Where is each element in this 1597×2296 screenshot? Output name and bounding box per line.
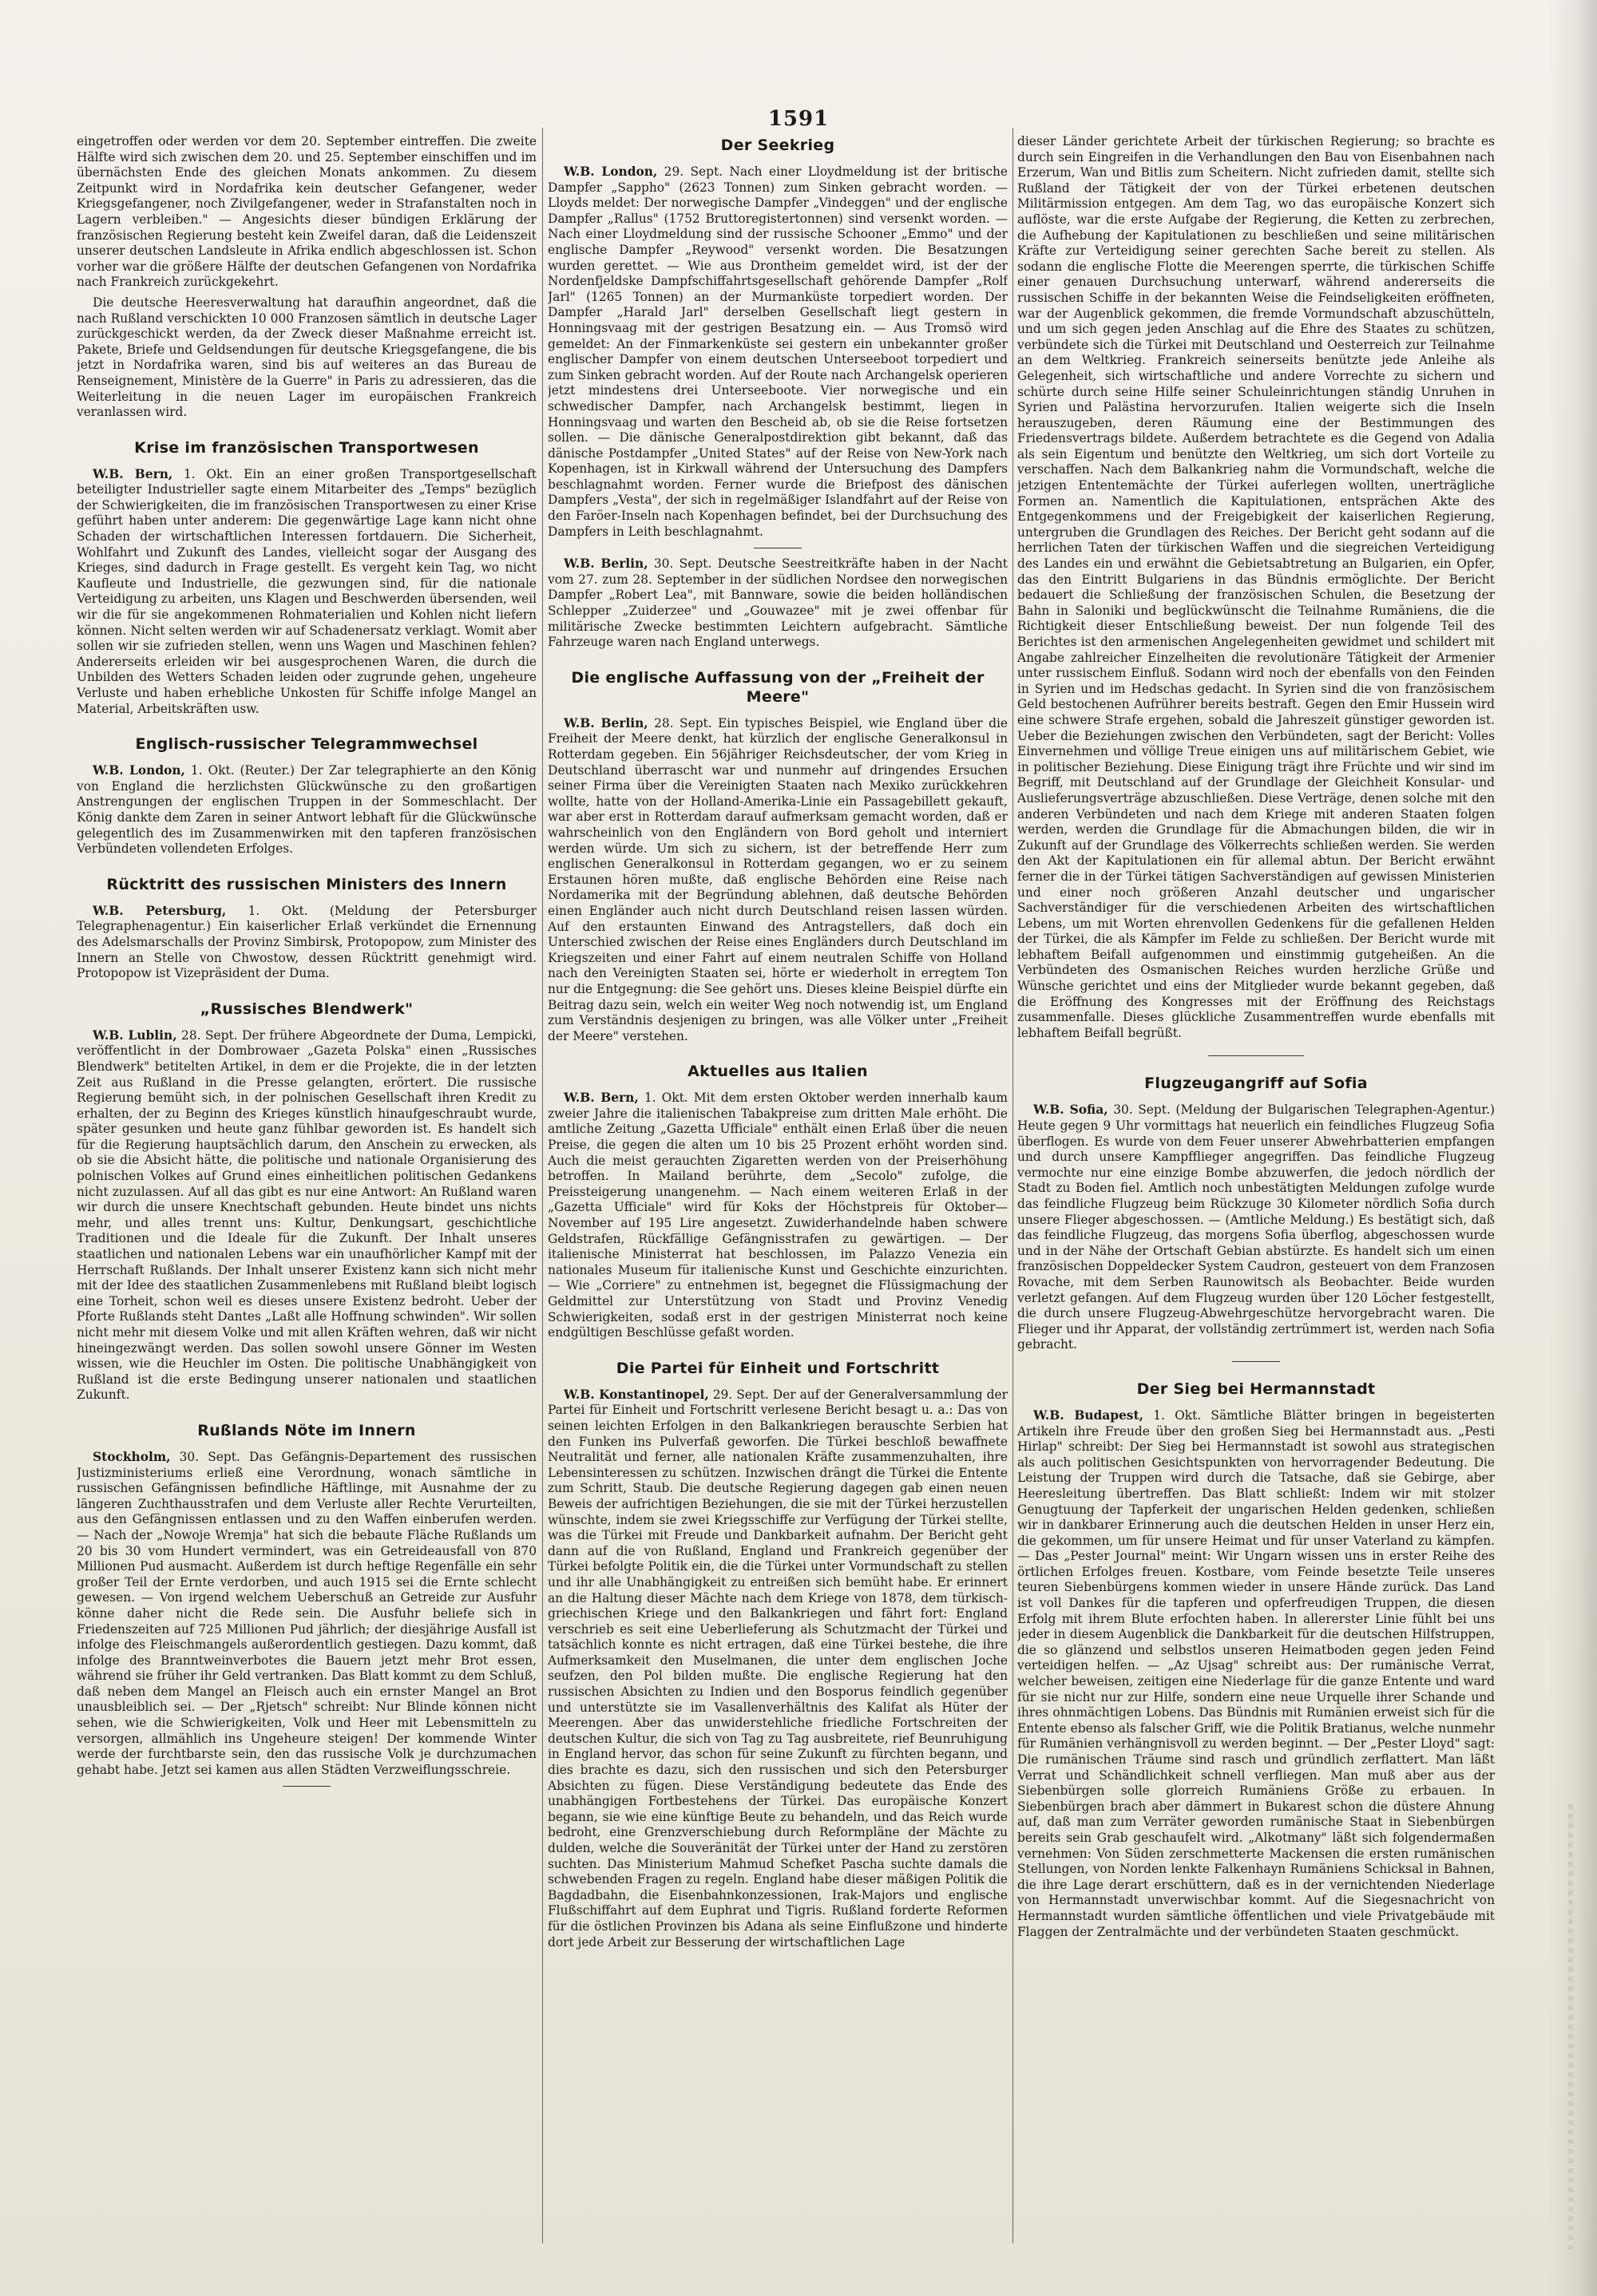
- article-seekrieg-text-1: 29. Sept. Nach einer Lloydmeldung ist der britische Dampfer „Sappho" (2623 Tonnen) zum Sinken gebracht worden. — Lloyds meldet: Der norwegische Dampfer „Vindeggen" und der englische Dampfer „Rallus" (1752 Bruttoregistertonnen) sind versenkt worden. — Nach einer Lloydmeldung sind der russische Schooner „Emmo" und der englische Dampfer „Reywood" versenkt worden. Die Besatzungen wurden gerettet. — Wie aus Drontheim gemeldet wird, ist der der Nordenfjeldske Dampfschiffahrtsgesellschaft gehörende Dampfer „Rolf Jarl" (1265 Tonnen) an der Murmanküste torpediert worden. Der Dampfer „Harald Jarl" derselben Gesellschaft liegt gestern in Honningsvaag mit der gestrigen Besatzung ein. — Aus Tromsö wird gemeldet: An der Finmarkenküste sei gestern ein unbekannter großer englischer Dampfer von einem deutschen Unterseeboot torpediert und zum Sinken gebracht worden. Auf der Route nach Archangelsk operieren jetzt mindestens drei Unterseeboote. Vier norwegische und ein schwedischer Dampfer, nach Archangelsk bestimmt, liegen in Honningsvaag und warten den Bescheid ab, ob sie die Reise fortsetzen sollen. — Die dänische Generalpostdirektion gibt bekannt, daß das dänische Postdampfer „United States" auf der Reise von New-York nach Kopenhagen, ist in Kirkwall während der Untersuchung des Dampfers beschlagnahmt worden. Ferner wurde die Briefpost des dänischen Dampfers „Vesta", der sich in regelmäßiger Islandfahrt auf der Reise von den Faröer-Inseln nach Kopenhagen befindet, bei der Durchsuchung des Dampfers in Leith beschlagnahmt.: [548, 164, 1008, 539]
- article-flugzeugangriff-text: 30. Sept. (Meldung der Bulgarischen Telegraphen-Agentur.) Heute gegen 9 Uhr vormittags hat neuerlich ein feindliches Flugzeug Sofia überflogen. Es wurde von dem Feuer unserer Abwehrbatterien empfangen und durch unsere Kampfflieger angegriffen. Das feindliche Flugzeug vermochte nur eine einzige Bombe abzuwerfen, die jedoch nördlich der Stadt zu Boden fiel. Amtlich noch unbestätigten Meldungen zufolge wurde das feindliche Flugzeug beim Rückzuge 30 Kilometer nördlich Sofia durch unsere Flieger abgeschossen. — (Amtliche Meldung.) Es bestätigt sich, daß das feindliche Flugzeug, das morgens Sofia überflog, abgeschossen wurde und in der Nähe der Ortschaft Gebian abstürzte. Es handelt sich um einen französischen Doppeldecker System Caudron, gesteuert von dem Franzosen Rovache, mit dem Serben Raunowitsch als Beobachter. Beide wurden verletzt gefangen. Auf dem Flugzeug wurden über 120 Löcher festgestellt, die durch unsere Flugzeug-Abwehrgeschütze hervorgebracht waren. Die Flieger und ihr Apparat, der vollständig zertrümmert ist, werden nach Sofia gebracht.: [1017, 1102, 1495, 1352]
- headline-seekrieg: Der Seekrieg: [720, 137, 835, 154]
- dateline-flugzeugangriff: W.B. Sofia,: [1033, 1102, 1108, 1118]
- article-hermannstadt-text: 1. Okt. Sämtliche Blätter bringen in begeisterten Artikeln ihre Freude über den großen Sieg bei Hermannstadt aus. „Pesti Hirlap" schreibt: Der Sieg bei Hermannstadt ist sowohl aus strategischen als auch politischen Gesichtspunkten von hervorragender Bedeutung. Die Leistung der Truppen wird durch die Tatsache, daß sie Gebirge, aber Heeresleitung übertreffen. Das Blatt schließt: Indem wir mit stolzer Genugtuung der Tapferkeit der ungarischen Helden gedenken, schließen wir in dankbarer Erinnerung auch die deutschen Helden in unser Herz ein, die gekommen, um für unsere Heimat und für unser Vaterland zu kämpfen. — Das „Pester Journal" meint: Wir Ungarn wissen uns in erster Reihe des örtlichen Erfolges freuen. Kostbare, vom Feinde besetzte Teile unseres teuren Siebenbürgens kommen wieder in unsere Hände zurück. Das Land ist voll Dankes für die tapferen und opferfreudigen Truppen, die diesen Erfolg mit ihrem Blute erfochten haben. In allererster Linie fühlt bei uns jeder in diesem Augenblick die Dankbarkeit für die deutschen Hilfstruppen, die so glänzend und selbstlos unseren Heimatboden gegen jeden Feind verteidigen helfen. — „Az Ujsag" schreibt aus: Der rumänische Verrat, welcher beweisen, zeitigen eine Niederlage für die ganze Entente und ward für sie nicht nur zur Hilfe, sondern eine neue Urquelle ihrer Schande und ihres ohnmächtigen Lobens. Das Bündnis mit Rumänien erweist sich für die Entente ebenso als falscher Griff, wie die Politik Bratianus, welche nunmehr für Rumänien verhängnisvoll zu werden beginnt. — Der „Pester Lloyd" sagt: Die rumänischen Träume sind rasch und gründlich zerflattert. Man läßt Verrat und Schändlichkeit schnell verfliegen. Man muß aber aus der Siebenbürgen solle glorreich Rumäniens Größe zu erbauen. In Siebenbürgen brach aber dämmert in Bukarest schon die düstere Ahnung auf, daß man zum Verräter geworden rumänische Staat in Siebenbürgen bereits sein Grab geschaufelt wird. „Alkotmany" läßt sich folgendermaßen vernehmen: Von Süden zerschmetterte Mackensen die ersten rumänischen Stellungen, von Norden lenkte Falkenhayn Rumäniens Schicksal in Bahnen, die ihre Lage derart erschüttern, daß es in der vernichtenden Niederlage von Hermannstadt unverwischbar kommt. Auf die Siegesnachricht von Hermannstadt wurden sämtliche öffentlichen und viele Privatgebäude mit Flaggen der Zentralmächte und der verbündeten Staaten geschmückt.: [1017, 1407, 1495, 1939]
- dateline-ruecktritt: W.B. Petersburg,: [93, 903, 227, 918]
- dateline-noete: Stockholm,: [93, 1449, 171, 1464]
- headline-partei: Die Partei für Einheit und Fortschritt: [616, 1359, 940, 1377]
- headline-hermannstadt: Der Sieg bei Hermannstadt: [1136, 1380, 1376, 1398]
- headline-blendwerk: „Russisches Blendwerk": [200, 1000, 414, 1018]
- separator: [283, 1786, 331, 1787]
- headline-ruecktritt: Rücktritt des russischen Ministers des Innern: [106, 875, 507, 893]
- page-binding-shadow: [1549, 0, 1597, 2296]
- article-krise-text: 1. Okt. Ein an einer großen Transportgesellschaft beteiligter Industrieller sagte einem Mitarbeiter des „Temps" bezüglich der Schwierigkeiten, die im französischen Transportwesen zu einer Krise geführt haben unter anderem: Die gegenwärtige Lage kann nicht ohne Schaden der wirtschaftlichen Interessen fortdauern. Die Sicherheit, Wohlfahrt und Zukunft des Landes, vielleicht sogar der Ausgang des Krieges, sind dadurch in Frage gestellt. Es vergeht kein Tag, wo nicht Kaufleute und Industrielle, die gezwungen sind, für die nationale Verteidigung zu arbeiten, uns Klagen und Beschwerden übersenden, weil wir die für sie angekommenen Rohmaterialien und Kohlen nicht liefern können. Nicht selten werden wir auf Schadenersatz verklagt. Womit aber sollen wir sie zufrieden stellen, wenn uns Wagen und Maschinen fehlen? Andererseits erleiden wir bei ausgesprochenen Waren, die durch die Unbilden des Wetters Schaden leiden oder zugrunde gehen, ungeheure Verluste und haben erhebliche Unkosten für Schiffe infolge Mangel an Material, Arbeitskräften usw.: [77, 466, 537, 716]
- headline-noete: Rußlands Nöte im Innern: [197, 1421, 416, 1439]
- headline-telegramm: Englisch-russischer Telegrammwechsel: [135, 735, 478, 754]
- page-edge-mark: [1568, 1804, 1573, 2251]
- dateline-telegramm: W.B. London,: [93, 763, 185, 778]
- intro-paragraph-2: Die deutsche Heeresverwaltung hat daraufhin angeordnet, daß die nach Rußland verschickten 10 000 Franzosen sämtlich in deutsche Lager zurückgeschickt werden, da der Zweck dieser Maßnahme erreicht ist. Pakete, Briefe und Geldsendungen für deutsche Kriegsgefangene, die bis jetzt in Nordafrika waren, sind bis auf weiteres an das Bureau de Renseignement, Ministère de la Guerre" in Paris zu adressieren, das die Weiterleitung in die neuen Lager im europäischen Frankreich veranlassen wird.: [77, 295, 537, 420]
- column-2: [548, 134, 1008, 2245]
- column-rule-left: [542, 128, 543, 2243]
- article-freiheit-text: 28. Sept. Ein typisches Beispiel, wie England über die Freiheit der Meere denkt, hat kürzlich der englische Generalkonsul in Rotterdam gegeben. Ein 56jähriger Reichsdeutscher, der vom Krieg in Deutschland überrascht war und nunmehr auf dringendes Ersuchen seiner Firma über die Vereinigten Staaten nach Mexiko zurückkehren wollte, hatte von der Holland-Amerika-Linie ein Passagebillett gekauft, war aber erst in Rotterdam darauf aufmerksam gemacht worden, daß er wahrscheinlich von den Engländern von Bord geholt und interniert werden würde. Um sich zu sichern, ist der betreffende Herr zum englischen Generalkonsul in Rotterdam gegangen, wo er zu seinem Erstaunen hören mußte, daß englische Behörden eine Reise nach Nordamerika mit der Begründung ablehnen, daß deutsche Behörden einen Engländer auch nicht durch Deutschland reisen lassen würden. Auf den erstaunten Einwand des Antragstellers, daß doch ein Unterschied zwischen der Reise eines Engländers durch Deutschland im Kriegszeiten und einer Fahrt auf einem neutralen Schiffe von Holland nach den Vereinigten Staaten sei, hörte er wiederholt in erregtem Ton nur die Entgegnung: die See gehört uns. Dieses kleine Beispiel dürfte ein Beitrag dazu sein, welch ein weiter Weg noch notwendig ist, um England zum Verständnis desjenigen zu bringen, was alle Völker unter „Freiheit der Meere" verstehen.: [548, 715, 1008, 1043]
- intro-paragraph-1: eingetroffen oder werden vor dem 20. September eintreffen. Die zweite Hälfte wird sich zwischen dem 20. und 25. September einschiffen und im übernächsten Ende des gleichen Monats ankommen. Zu diesem Zeitpunkt wird in Nordafrika kein deutscher Gefangener, weder Kriegsgefangener, noch Zivilgefangener, weder in Strafanstalten noch in Lagern verbleiben." — Angesichts dieser bündigen Erklärung der französischen Regierung besteht kein Zweifel daran, daß die Leidenszeit unserer deutschen Landsleute in Afrika endlich abgeschlossen ist. Schon vorher war die größere Hälfte der deutschen Gefangenen von Nordafrika nach Frankreich zurückgekehrt.: [77, 134, 537, 290]
- article-partei-continued: dieser Länder gerichtete Arbeit der türkischen Regierung; so brachte es durch sein Eingreifen in die Verhandlungen den Bau von Eisenbahnen nach Erzerum, Wan und Bitlis zum Scheitern. Nicht zufrieden damit, stellte sich Rußland der Tätigkeit der von der Türkei erbetenen deutschen Militärmission entgegen. Am dem Tag, wo das europäische Konzert sich auflöste, war die erste Aufgabe der Regierung, die Ketten zu zerbrechen, die Aufhebung der Kapitulationen zu beschließen und seine militärischen Kräfte zur Verteidigung seiner gerechten Sache bereit zu stellen. Als sodann die englische Flotte die Meerengen sperrte, die türkischen Schiffe einer genauen Durchsuchung unterwarf, während andererseits die russischen Schiffe in der bekannten Weise die Feindseligkeiten eröffneten, war der Augenblick gekommen, die fremde Vormundschaft abzuschütteln, und um sich gegen jeden Anschlag auf die Ehre des Staates zu schützen, verbündete sich die Türkei mit Deutschland und Oesterreich zur Teilnahme an dem Weltkrieg. Frankreich seinerseits benützte jede Anleihe als Gelegenheit, sich wirtschaftliche und andere Vorrechte zu sichern und schürte durch seine Hilfe seiner Schuleinrichtungen ständig Unruhen in Syrien und Palästina hervorzurufen. Italien weigerte sich die Inseln herauszugeben, deren Räumung eine der Bestimmungen des Friedensvertrags bildete. Außerdem betrachtete es die Gegend von Adalia als sein Eigentum und benützte den Weltkrieg, um sich dort Vorteile zu verschaffen. Nach dem Balkankrieg nahm die Vormundschaft, welche die jetzigen Ententemächte der Türkei auferlegen wollten, unerträgliche Formen an. Namentlich die Kapitulationen, entsprächen Akte des Entgegenkommens und der Freigebigkeit der kaiserlichen Regierung, untergruben die Grundlagen des Reiches. Der Bericht geht sodann auf die herrlichen Taten der türkischen Waffen und die siegreichen Verteidigung des Landes ein und erwähnt die Gebietsabtretung an Bulgarien, ein Opfer, das den Eintritt Bulgariens in das Bündnis ermöglichte. Der Bericht bedauert die Schließung der französischen Schulen, die Besetzung der Bahn in Saloniki und beglückwünscht die Teilnahme Rumäniens, die die Richtigkeit dieser Entschließung beweist. Der nun folgende Teil des Berichtes ist den armenischen Angelegenheiten gewidmet und schildert mit Angabe zahlreicher Einzelheiten die revolutionäre Tätigkeit der Armenier unter russischem Einfluß. Sodann wird noch der ebenfalls von den Feinden in Syrien und im Hedschas gedacht. In Syrien sind die von französischem Geld bestochenen Aufrührer bereits bestraft. Gegen den Emir Hussein wird eine schwere Strafe ergehen, sobald die Jahreszeit günstiger geworden ist. Ueber die Beziehungen zwischen den Verbündeten, sagt der Bericht: Volles Einvernehmen und völlige Treue einigen uns auf militärischem Gebiet, wie in politischer Beziehung. Diese Einigung trägt ihre Früchte und wir sind im Begriff, mit Deutschland auf der Grundlage der Gleichheit Konsular- und Auslieferungsverträge abzuschließen. Diese Verträge, denen solche mit den anderen Verbündeten und nach dem Kriege mit anderen Staaten folgen werden, werden die Grundlage für die Abmachungen bilden, die wir in Zukunft auf der Grundlage des Völkerrechts schließen werden. Sie werden den Akt der Kapitulationen ein für allemal abtun. Der Bericht erwähnt ferner die in der Türkei tätigen Sachverständigen auf gewissen Ministerien und einer noch größeren Anzahl deutscher und ungarischer Sachverständiger für die verschiedenen Arbeiten des wirtschaftlichen Lebens, um mit Worten ehrenvollen Gedenkens für die gefallenen Helden der Türkei, die als Kämpfer im Felde zu schließen. Der Bericht wurde mit lebhaftem Beifall aufgenommen und einstimmig gutgeheißen. An die Verbündeten des Osmanischen Reiches wurden herzliche Grüße und Wünsche gerichtet und eins der Mitglieder wurde bekannt gegeben, daß die Eröffnung des Kongresses mit der Eröffnung des Reichstags zusammenfalle. Dieses glückliche Zusammentreffen wurde ebenfalls mit lebhaftem Beifall begrüßt.: [1017, 134, 1495, 1040]
- headline-freiheit: Die englische Auffassung von der „Freiheit der Meere": [571, 668, 985, 706]
- column-1: [77, 134, 537, 2245]
- column-rule-right: [1012, 128, 1013, 2243]
- dateline-blendwerk: W.B. Lublin,: [93, 1027, 177, 1043]
- dateline-hermannstadt: W.B. Budapest,: [1033, 1407, 1143, 1423]
- dateline-seekrieg-1: W.B. London,: [564, 164, 658, 179]
- separator: [1232, 1361, 1280, 1362]
- dateline-freiheit: W.B. Berlin,: [564, 715, 648, 730]
- page-number: 1591: [767, 107, 830, 131]
- dateline-krise: W.B. Bern,: [93, 466, 173, 481]
- dateline-seekrieg-2: W.B. Berlin,: [564, 556, 648, 572]
- dateline-italien: W.B. Bern,: [564, 1091, 639, 1106]
- article-blendwerk-text: 28. Sept. Der frühere Abgeordnete der Duma, Lempicki, veröffentlicht in der Dombrowaer „Gazeta Polska" einen „Russisches Blendwerk" betitelten Artikel, in dem er die Projekte, die in der letzten Zeit aus Rußland in die Presse gelangten, erörtert. Die russische Regierung bemüht sich, in der polnischen Gesellschaft ihren Kredit zu erhalten, der zu Beginn des Krieges künstlich hinaufgeschraubt wurde, später gesunken und heute ganz fühlbar geworden ist. Es handelt sich für die Regierung hauptsächlich darum, den Anschein zu erwecken, als ob sie die Absicht hätte, die politische und nationale Organisierung des polnischen Volkes auf Grund eines einheitlichen politischen Gedankens nicht zuzulassen. Auf all das gibt es nur eine Antwort: An Rußland waren wir durch die unsere Knechtschaft gebunden. Heute bindet uns nichts mehr, und alles trennt uns: Kultur, Denkungsart, geschichtliche Traditionen und die Ideale für die Zukunft. Der Inhalt unseres staatlichen und nationalen Lebens war ein unaufhörlicher Kampf mit der Herrschaft Rußlands. Der Inhalt unserer Existenz kann sich nicht mehr mit der Idee des staatlichen Zusammenlebens mit Rußland bleibt logisch eine Torheit, schon weil es dieses unsere Existenz bedroht. Ueber der Pforte Rußlands steht Dantes „Laßt alle Hoffnung schwinden". Wir sollen nicht mehr mit diesem Volke und mit allen Kräften wehren, daß wir nicht hineingezwängt werden. Das sollen sowohl unsere Gönner im Westen wissen, wie die Heuchler im Osten. Die politische Unabhängigkeit von Rußland ist die erste Bedingung unserer nationalen und staatlichen Zukunft.: [77, 1027, 537, 1403]
- article-telegramm-text: 1. Okt. (Reuter.) Der Zar telegraphierte an den König von England die herzlichsten Glückwünsche zu den großartigen Anstrengungen der englischen Truppen in der Sommeschlacht. Der König dankte dem Zaren in seiner Antwort lebhaft für die Glückwünsche gelegentlich des im Zusammenwirken mit den tapferen französischen Verbündeten vollendeten Erfolges.: [77, 763, 537, 857]
- article-noete-text: 30. Sept. Das Gefängnis-Departement des russischen Justizministeriums erließ eine Verordnung, wonach sämtliche in russischen Gefängnissen befindliche Häftlinge, mit Ausnahme der zu längeren Zuchthausstrafen und dem Verluste aller Rechte Verurteilten, aus den Gefängnissen entlassen und zu den Waffen einberufen werden. — Nach der „Nowoje Wremja" hat sich die bebaute Fläche Rußlands um 20 bis 30 vom Hundert vermindert, was ein Getreideausfall von 870 Millionen Pud ausmacht. Außerdem ist durch heftige Regenfälle ein sehr großer Teil der Ernte verdorben, und auch 1915 sei die Ernte schlecht gewesen. — Von irgend welchem Ueberschuß an Getreide zur Ausfuhr könne daher nicht die Rede sein. Die Ausfuhr beliefe sich in Friedenszeiten auf 725 Millionen Pud jährlich; der diesjährige Ausfall ist infolge des Fleischmangels außerordentlich gestiegen. Dazu kommt, daß infolge des Branntweinverbotes die Bauern jetzt mehr Brot essen, während sie früher ihr Geld vertranken. Das Blatt kommt zu dem Schluß, daß neben dem Mangel an Fleisch auch ein ernster Mangel an Brot unausbleiblich sei. — Der „Rjetsch" schreibt: Nur Blinde können nicht sehen, wie die Schwierigkeiten, Volk und Heer mit Lebensmitteln zu versorgen, allmählich ins Ungeheure steigen! Der kommende Winter werde der furchtbarste sein, den das russische Volk je durchzumachen gehabt habe. Jetzt sei kamen aus allen Städten Verzweiflungsschreie.: [77, 1449, 537, 1777]
- separator: [1208, 1055, 1304, 1056]
- column-3: [1017, 134, 1495, 2245]
- article-seekrieg-text-2: 30. Sept. Deutsche Seestreitkräfte haben in der Nacht vom 27. zum 28. September in der südlichen Nordsee den norwegischen Dampfer „Robert Lea", mit Bannware, sowie die beiden holländischen Schlepper „Zuiderzee" und „Gouwazee" mit je zwei offenbar für militärische Zwecke bestimmten Leichtern aufgebracht. Sämtliche Fahrzeuge waren nach England unterwegs.: [548, 556, 1008, 650]
- headline-krise: Krise im französischen Transportwesen: [134, 438, 479, 457]
- article-italien-text: 1. Okt. Mit dem ersten Oktober werden innerhalb kaum zweier Jahre die italienischen Tabakpreise zum dritten Male erhöht. Die amtliche Zeitung „Gazetta Ufficiale" enthält einen Erlaß über die neuen Preise, die gegen die alten um 10 bis 25 Prozent erhöht worden sind. Auch die meist gerauchten Zigaretten werden von der Preiserhöhung betroffen. In Mailand berührte, dem „Secolo" zufolge, die Preissteigerung unangenehm. — Nach einem weiteren Erlaß in der „Gazetta Ufficiale" wird für Koks der Höchstpreis für Oktober—November auf 195 Lire angesetzt. Zuwiderhandelnde haben schwere Geldstrafen, Rückfällige Gefängnisstrafen zu gewärtigen. — Der italienische Ministerrat hat beschlossen, im Palazzo Venezia ein nationales Museum für italienische Kunst und Geschichte einzurichten. — Wie „Corriere" zu entnehmen ist, begegnet die Flüssigmachung der Geldmittel zur Unterstützung von Stadt und Provinz Venedig Schwierigkeiten, sodaß erst in der gestrigen Ministerrat noch keine endgültigen Beschlüsse gefaßt worden.: [548, 1091, 1008, 1340]
- headline-italien: Aktuelles aus Italien: [688, 1063, 868, 1081]
- headline-flugzeugangriff: Flugzeugangriff auf Sofia: [1144, 1075, 1368, 1093]
- dateline-partei: W.B. Konstantinopel,: [564, 1387, 709, 1402]
- article-partei-text: 29. Sept. Der auf der Generalversammlung der Partei für Einheit und Fortschritt verlesene Bericht besagt u. a.: Das von seinen leichten Erfolgen in den Balkankriegen berauschte Serbien hat den Funken ins Pulverfaß geworfen. Die Türkei beschloß bewaffnete Neutralität und ferner, alle nationalen Kräfte zusammenzuhalten, ihre Lebensinteressen zu schützen. Inzwischen drängt die Türkei die Entente zum Schritt, Staub. Die deutsche Regierung dagegen gab einen neuen Beweis der aufrichtigen Beziehungen, die sie mit der Türkei herzustellen wünschte, indem sie zwei Kriegsschiffe zur Verfügung der Türkei stellte, was die Türkei mit Freude und Dankbarkeit aufnahm. Der Bericht geht dann auf die von Rußland, England und Frankreich gegenüber der Türkei befolgte Politik ein, die die Türkei unter Vormundschaft zu stellen und ihr alle Unabhängigkeit zu entreißen sich bemüht habe. Er erinnert an die Haltung dieser Mächte nach dem Kriege von 1878, dem türkisch-griechischen Kriege und den Balkankriegen und fährt fort: England verschrieb es seit eine Ueberlieferung als Schutzmacht der Türkei und tatsächlich konnte es nicht ertragen, daß eine Türkei bestehe, die ihre Aufmerksamkeit den Muselmanen, die unter dem englischen Joche seufzen, den Pol bilden mußte. Die englische Regierung hat den russischen Absichten zu Indien und den Bosporus feindlich gegenüber und unterstützte sie im Vasallenverhältnis des Kalifat als Hüter der Meerengen. Aber das unwiderstehliche friedliche Fortschreiten der deutschen Kultur, die sich von Tag zu Tag ausbreitete, rief Beunruhigung in England hervor, das schon für seine Zukunft zu fürchten begann, und dies brachte es dazu, sich den russischen und sich den Petersburger Absichten zu fügen. Diese Verständigung bedeutete das Ende des unabhängigen Fortbestehens der Türkei. Das europäische Konzert begann, sie wie eine künftige Beute zu behandeln, und das Reich wurde bedroht, eine Grenzverschiebung durch Reformpläne der Mächte zu dulden, welche die Souveränität der Türkei unter der Hand zu zerstören suchten. Das Ministerium Mahmud Schefket Pascha suchte damals die schwebenden Fragen zu regeln. England habe dieser mäßigen Politik die Bagdadbahn, die Eisenbahnkonzessionen, Irak-Majors und englische Flußschiffahrt auf dem Euphrat und Tigris. Rußland forderte Reformen für die östlichen Provinzen bis Adana als seine Einflußzone und hinderte dort jede Arbeit zur Besserung der wirtschaftlichen Lage: [548, 1387, 1008, 1950]
- article-ruecktritt-text: 1. Okt. (Meldung der Petersburger Telegraphenagentur.) Ein kaiserlicher Erlaß verkündet die Ernennung des Adelsmarschalls der Provinz Simbirsk, Protopopow, zum Minister des Innern an Stelle von Chwostow, dessen Rücktritt genehmigt wird. Protopopow ist Vizepräsident der Duma.: [77, 903, 537, 981]
